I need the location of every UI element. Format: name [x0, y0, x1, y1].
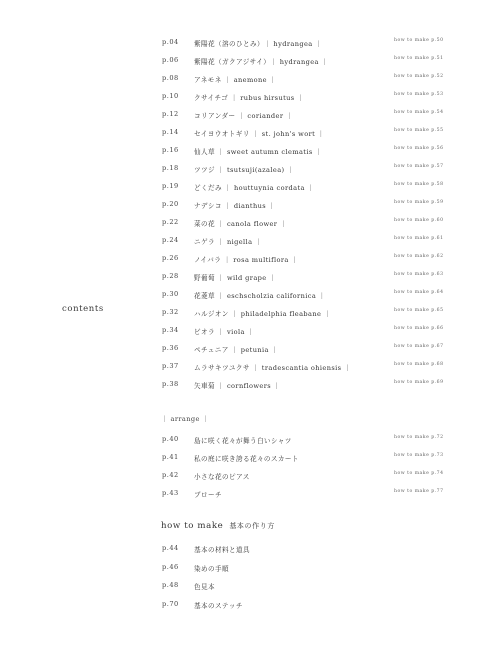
page-number: p.08	[162, 74, 179, 82]
how-to-make-ref: how to make p.54	[394, 110, 444, 115]
how-to-make-ref: how to make p.65	[394, 308, 444, 313]
entry-title: ビオラ ｜ viola ｜	[194, 328, 255, 336]
toc-row[interactable]	[0, 380, 484, 392]
toc-row[interactable]	[0, 38, 484, 50]
entry-title: ハルジオン ｜ philadelphia fleabane ｜	[194, 310, 331, 318]
toc-row[interactable]	[0, 308, 484, 320]
toc-row[interactable]	[0, 272, 484, 284]
how-to-make-ref: how to make p.64	[394, 290, 444, 295]
how-to-make-ref: how to make p.50	[394, 38, 444, 43]
toc-row[interactable]	[0, 489, 484, 501]
how-to-make-ref: how to make p.59	[394, 200, 444, 205]
page-number: p.38	[162, 380, 179, 388]
entry-title: ノイバラ ｜ rosa multiflora ｜	[194, 256, 299, 264]
entry-title: 仙人草 ｜ sweet autumn clematis ｜	[194, 148, 323, 156]
page-number: p.43	[162, 489, 179, 497]
how-to-make-ref: how to make p.69	[394, 380, 444, 385]
how-to-make-ref: how to make p.57	[394, 164, 444, 169]
heading-en: how to make	[161, 521, 224, 531]
entry-title: クサイチゴ ｜ rubus hirsutus ｜	[194, 94, 305, 102]
page-number: p.06	[162, 56, 179, 64]
toc-row[interactable]	[0, 218, 484, 230]
entry-title: ツツジ ｜ tsutsuji(azalea) ｜	[194, 166, 294, 174]
how-to-make-ref: how to make p.61	[394, 236, 444, 241]
page-number: p.12	[162, 110, 179, 118]
entry-title: 矢車菊 ｜ cornflowers ｜	[194, 382, 281, 390]
page-number: p.34	[162, 326, 179, 334]
page-number: p.26	[162, 254, 179, 262]
how-to-make-ref: how to make p.53	[394, 92, 444, 97]
page-number: p.36	[162, 344, 179, 352]
how-to-make-ref: how to make p.77	[394, 489, 444, 494]
how-to-make-ref: how to make p.68	[394, 362, 444, 367]
how-to-make-ref: how to make p.63	[394, 272, 444, 277]
how-to-make-ref: how to make p.52	[394, 74, 444, 79]
how-to-make-ref: how to make p.73	[394, 453, 444, 458]
toc-row[interactable]	[0, 453, 484, 465]
contents-label: contents	[62, 304, 104, 314]
toc-row[interactable]	[0, 110, 484, 122]
page-number: p.18	[162, 164, 179, 172]
how-to-make-ref: how to make p.72	[394, 435, 444, 440]
how-to-make-ref: how to make p.56	[394, 146, 444, 151]
toc-row[interactable]	[0, 164, 484, 176]
toc-row[interactable]	[0, 563, 484, 575]
toc-row[interactable]	[0, 435, 484, 447]
entry-title: 花菱草 ｜ eschscholzia californica ｜	[194, 292, 326, 300]
page-number: p.22	[162, 218, 179, 226]
entry-title: セイヨウオトギリ ｜ st. john's wort ｜	[194, 130, 325, 138]
entry-title: ブローチ	[194, 491, 222, 499]
page-number: p.40	[162, 435, 179, 443]
how-to-make-ref: how to make p.60	[394, 218, 444, 223]
how-to-make-ref: how to make p.66	[394, 326, 444, 331]
page-number: p.04	[162, 38, 179, 46]
toc-row[interactable]	[0, 182, 484, 194]
how-to-make-ref: how to make p.67	[394, 344, 444, 349]
how-to-make-ref: how to make p.51	[394, 56, 444, 61]
page-number: p.24	[162, 236, 179, 244]
entry-title: 菜の花 ｜ canola flower ｜	[194, 220, 287, 228]
toc-row[interactable]	[0, 128, 484, 140]
entry-title: 私の庭に咲き誇る花々のスカート	[194, 455, 299, 463]
toc-row[interactable]	[0, 236, 484, 248]
entry-title: 染めの手順	[194, 564, 229, 573]
page-number: p.37	[162, 362, 179, 370]
entry-title: 紫陽花（溶のひとみ）｜ hydrangea ｜	[194, 40, 323, 48]
toc-row[interactable]	[0, 200, 484, 212]
entry-title: 色見本	[194, 583, 215, 591]
entry-title: ニゲラ ｜ nigella ｜	[194, 238, 262, 246]
arrange-label: ｜ arrange ｜	[161, 415, 210, 423]
how-to-make-ref: how to make p.74	[394, 471, 444, 476]
entry-title: 野葡萄 ｜ wild grape ｜	[194, 274, 277, 282]
entry-title: 基本のステッチ	[194, 601, 243, 610]
page-number: p.41	[162, 453, 179, 461]
page-number: p.46	[162, 562, 179, 571]
entry-title: ナデシコ ｜ dianthus ｜	[194, 202, 276, 210]
how-to-make-ref: how to make p.58	[394, 182, 444, 187]
how-to-make-ref: how to make p.62	[394, 254, 444, 259]
toc-row[interactable]	[0, 326, 484, 338]
page-number: p.10	[162, 92, 179, 100]
toc-row[interactable]	[0, 362, 484, 374]
page-number: p.14	[162, 128, 179, 136]
page-number: p.42	[162, 471, 179, 479]
toc-row[interactable]	[0, 254, 484, 266]
entry-title: 島に咲く花々が舞う白いシャツ	[194, 437, 292, 445]
page-number: p.28	[162, 272, 179, 280]
how-to-make-ref: how to make p.55	[394, 128, 444, 133]
heading-jp: 基本の作り方	[229, 522, 275, 530]
entry-title: アネモネ ｜ anemone ｜	[194, 76, 277, 84]
entry-title: ムラサキツユクサ ｜ tradescantia ohiensis ｜	[194, 364, 351, 372]
page-number: p.32	[162, 308, 179, 316]
toc-row[interactable]	[0, 146, 484, 158]
toc-row[interactable]	[0, 56, 484, 68]
toc-row[interactable]	[0, 471, 484, 483]
page-number: p.30	[162, 290, 179, 298]
entry-title: 紫陽花（ガクアジサイ）｜ hydrangea ｜	[194, 58, 329, 66]
how-to-make-heading	[161, 521, 275, 531]
entry-title: ペチュニア ｜ petunia ｜	[194, 346, 279, 354]
toc-row[interactable]	[0, 74, 484, 86]
page-number: p.44	[162, 544, 179, 552]
entry-title: どくだみ ｜ houttuynia cordata ｜	[194, 184, 315, 192]
toc-row[interactable]	[0, 92, 484, 104]
page-number: p.70	[162, 599, 179, 608]
entry-title: コリアンダー ｜ coriander ｜	[194, 112, 293, 120]
toc-row[interactable]	[0, 344, 484, 356]
toc-row[interactable]	[0, 581, 484, 593]
page-number: p.19	[162, 182, 179, 190]
entry-title: 小さな花のピアス	[194, 473, 250, 481]
entry-title: 基本の材料と道具	[194, 546, 250, 554]
toc-row[interactable]	[0, 290, 484, 302]
toc-row[interactable]	[0, 600, 484, 612]
toc-row[interactable]	[0, 544, 484, 556]
page-number: p.20	[162, 200, 179, 208]
page-number: p.48	[162, 581, 179, 589]
page-number: p.16	[162, 146, 179, 154]
